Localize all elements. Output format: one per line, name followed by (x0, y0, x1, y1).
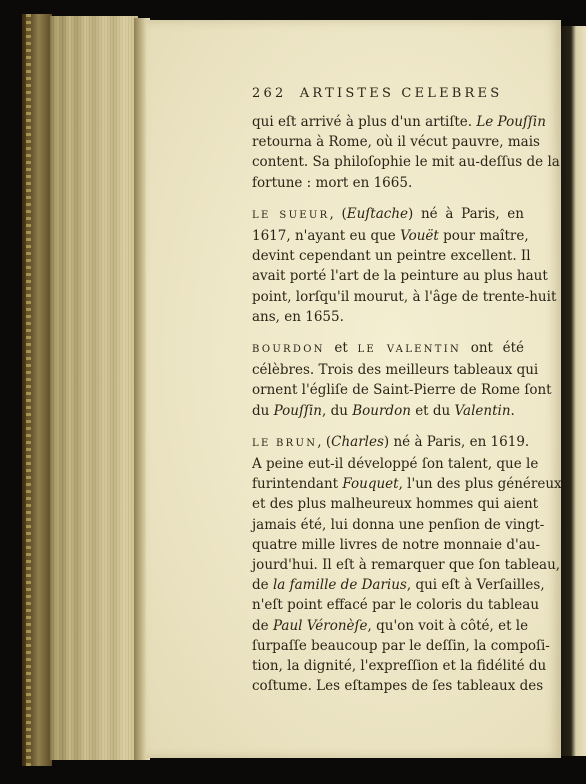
text-line (252, 112, 546, 132)
text-line (252, 152, 560, 172)
text-run: , du (322, 402, 353, 419)
text-line (252, 656, 547, 676)
text-run: content. Sa philoſophie le mit au-deſſus de la (252, 154, 560, 171)
text-run: et des plus malheureux hommes qui aient (252, 496, 539, 513)
text-line (252, 204, 524, 226)
text-line (252, 494, 539, 514)
text-line (252, 454, 539, 474)
text-run: devint cependant un peintre excellent. Il (252, 248, 531, 265)
text-line (252, 246, 531, 266)
next-page-edge (561, 26, 586, 756)
text-run: de (252, 577, 273, 594)
text-run: célèbres. Trois des meilleurs tableaux qui (252, 362, 539, 379)
italic-name: Paul Véronèſe (272, 617, 368, 634)
page-number: 262 (252, 86, 287, 101)
text-line (252, 535, 541, 555)
running-title: ARTISTES CELEBRES (299, 86, 503, 101)
text-line (252, 515, 545, 535)
text-run: de (252, 617, 273, 634)
text-run: coſtume. Les eſtampes de ſes tableaux des (252, 678, 544, 695)
text-line (252, 616, 529, 636)
text-run: avait porté l'art de la peinture au plus haut (252, 268, 548, 285)
small-caps-name: LE BRUN (252, 437, 318, 449)
text-run: ſurpaſſe beaucoup par le deſſin, la compoſi- (252, 637, 550, 654)
text-run: ) né à Paris, en 1619. (383, 433, 530, 450)
text-line (252, 226, 529, 246)
text-run: , qu'on voit à côté, et le (367, 617, 529, 634)
text-run: ont été (461, 340, 525, 357)
italic-name: Charles (331, 433, 384, 450)
text-run: point, lorſqu'il mourut, à l'âge de trente-huit (252, 288, 557, 305)
page-stack-edges (50, 16, 138, 760)
text-line (252, 266, 548, 286)
text-line (252, 432, 530, 454)
text-line (252, 401, 524, 421)
text-line (252, 173, 524, 193)
italic-name: la famille de Darius (272, 577, 407, 594)
text-run: ans, en 1655. (252, 308, 344, 325)
text-run: jamais été, lui donna une penſion de vingt- (252, 516, 545, 533)
text-line (252, 676, 544, 696)
text-run: tion, la dignité, l'expreſſion et la fidélité du (252, 658, 547, 675)
text-line (252, 636, 550, 656)
small-caps-name: LE SUEUR (252, 209, 330, 221)
text-run: jourd'hui. Il eſt à remarquer que ſon tableau, (252, 557, 561, 574)
text-run: retourna à Rome, où il vécut pauvre, mais (252, 134, 540, 151)
text-line (252, 307, 524, 327)
text-line (252, 575, 545, 595)
text-line (252, 360, 539, 380)
text-run: , qui eſt à Verſailles, (406, 577, 545, 594)
text-line (252, 287, 557, 307)
italic-name: Euſtache (346, 205, 408, 222)
italic-name: Bourdon (352, 402, 411, 419)
text-run: A peine eut-il développé ſon talent, que le (252, 456, 539, 473)
running-header (252, 86, 524, 106)
text-run: , ( (329, 205, 347, 222)
italic-name: Le Pouſſin (476, 114, 546, 130)
paragraph (252, 338, 552, 421)
paragraph (252, 204, 557, 327)
text-run: n'eſt point effacé par le coloris du tableau (252, 597, 540, 614)
text-run: du (252, 402, 274, 419)
body-text (252, 112, 562, 707)
text-line (252, 555, 561, 575)
text-line (252, 474, 562, 494)
small-caps-name: BOURDON (252, 344, 325, 356)
text-run: et (324, 340, 358, 357)
text-run: , ( (317, 433, 332, 450)
text-run: furintendant (252, 476, 343, 493)
text-run: ornent l'égliſe de Saint-Pierre de Rome ſont (252, 382, 552, 399)
text-line (252, 338, 524, 360)
text-run: qui eſt arrivé à plus d'un artiſte. (252, 114, 477, 130)
italic-name: Vouët (400, 228, 439, 245)
text-run: pour maître, (438, 228, 529, 245)
text-run: quatre mille livres de notre monnaie d'au- (252, 536, 541, 553)
small-caps-name: LE VALENTIN (357, 344, 462, 356)
italic-name: Pouſſin (273, 402, 323, 419)
text-run: et du (410, 402, 455, 419)
italic-name: Fouquet (342, 476, 399, 493)
paragraph (252, 432, 562, 697)
book-spine-edge (22, 14, 52, 766)
text-run: . (510, 402, 515, 419)
text-line (252, 132, 540, 152)
text-run: 1617, n'ayant eu que (252, 228, 401, 245)
italic-name: Valentin (454, 402, 511, 419)
text-line (252, 380, 552, 400)
text-line (252, 595, 540, 615)
paragraph (252, 112, 560, 193)
text-run: ) né à Paris, en (408, 205, 524, 222)
text-run: , l'un des plus généreux (398, 476, 562, 493)
text-run: fortune : mort en 1665. (252, 174, 413, 191)
